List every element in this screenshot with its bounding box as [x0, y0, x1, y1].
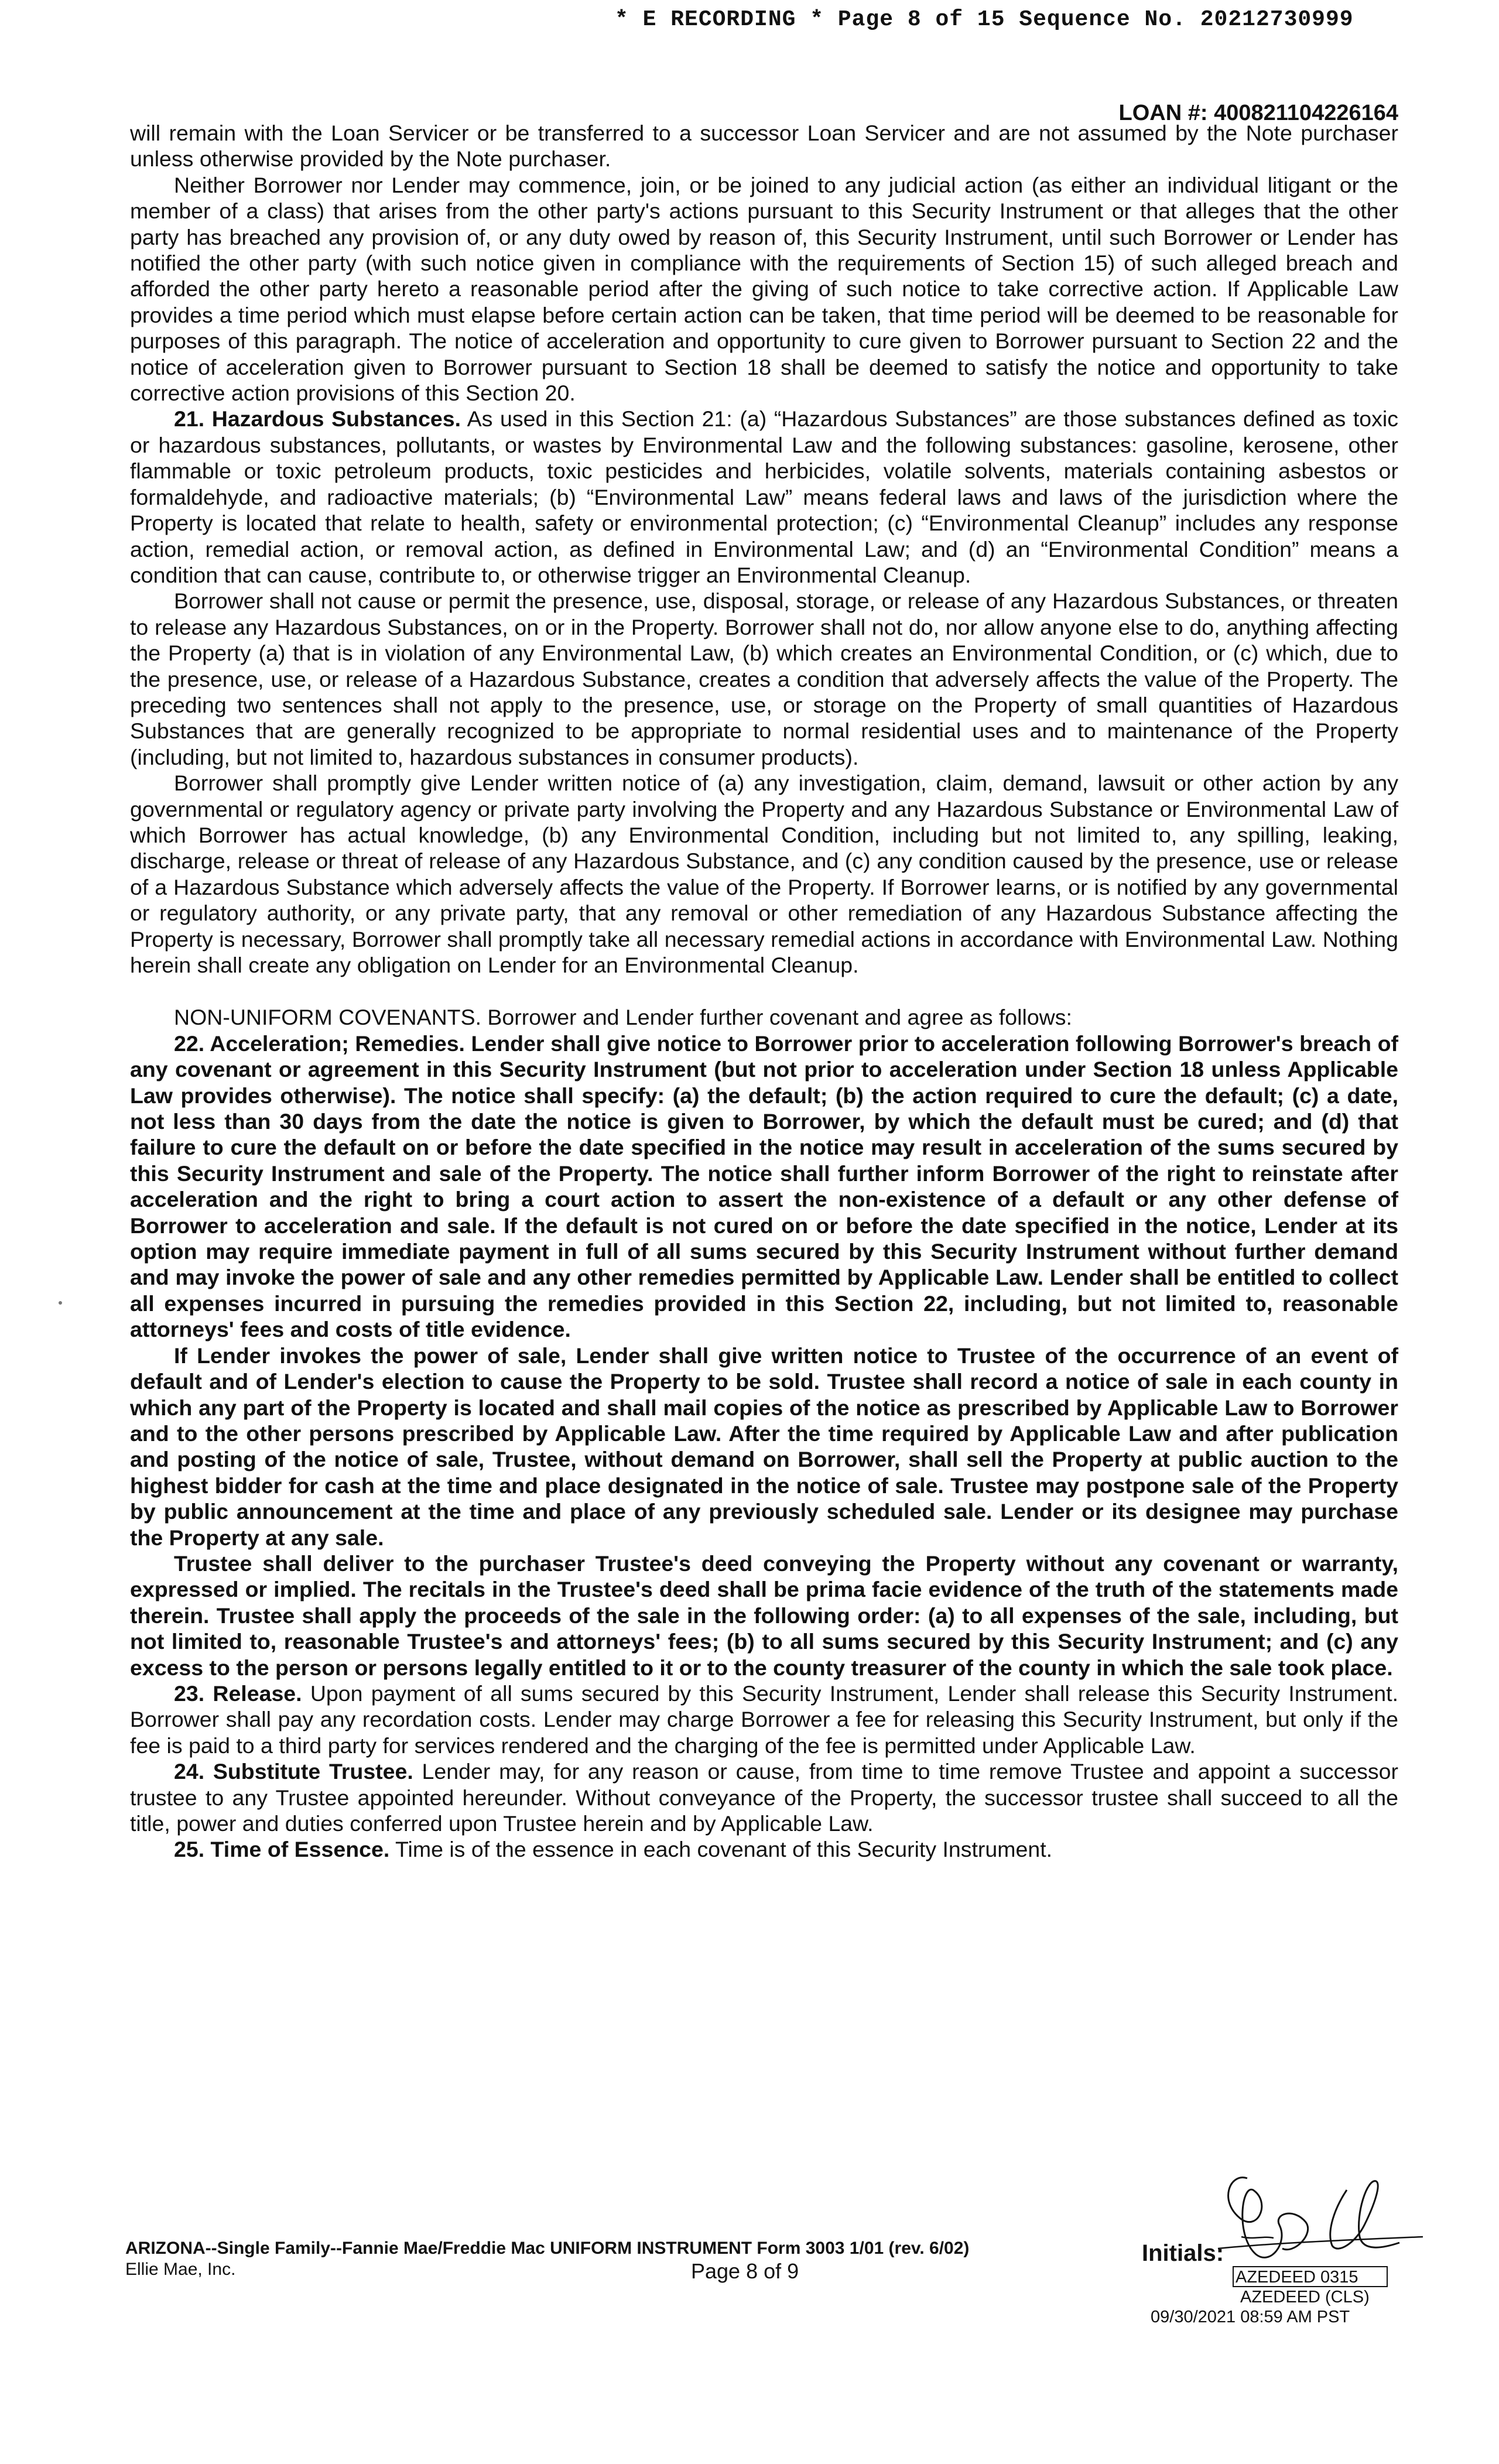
- stamp-line-1: AZEDEED 0315: [1236, 2268, 1358, 2287]
- paragraph-servicer: will remain with the Loan Servicer or be transferred to a successor Loan Servicer and are not assumed by the Note purchaser unless otherwise provided by the Note purchaser.: [130, 121, 1398, 172]
- initials-label: Initials:: [1142, 2240, 1224, 2266]
- company-name: Ellie Mae, Inc.: [125, 2260, 236, 2279]
- section-24-text: Lender may, for any reason or cause, from time to time remove Trustee and appoint a successor trustee to any Trustee appointed hereunder. Without conveyance of the Property, the successor trustee shall succeed to all the title, power and duties conferred upon Trustee herein and by Applicable Law.: [130, 1759, 1398, 1836]
- section-22-power-of-sale: If Lender invokes the power of sale, Lender shall give written notice to Trustee of the occurrence of an event of default and of Lender's election to cause the Property to be sold. Trustee shall record a notice of sale in each county in which any part of the Property is located and shall mail copies of the notice as prescribed by Applicable Law to Borrower and to the other persons prescribed by Applicable Law. After the time required by Applicable Law and after publication and posting of the notice of sale, Trustee, without demand on Borrower, shall sell the Property at public auction to the highest bidder for cash at the time and place designated in the notice of sale. Trustee may postpone sale of the Property by public announcement at the time and place of any previously scheduled sale. Lender or its designee may purchase the Property at any sale.: [130, 1343, 1398, 1550]
- document-body: [130, 120, 1398, 1863]
- stamp-line-2: AZEDEED (CLS): [1240, 2288, 1370, 2306]
- section-22: 22. Acceleration; Remedies. Lender shall give notice to Borrower prior to acceleration following Borrower's breach of any covenant or agreement in this Security Instrument (but not prior to acceleration under Section 18 unless Applicable Law provides otherwise). The notice shall specify: (a) the default; (b) the action required to cure the default; (c) a date, not less than 30 days from the date the notice is given to Borrower, by which the default must be cured; and (d) that failure to cure the default on or before the date specified in the notice may result in acceleration of the sums secured by this Security Instrument and sale of the Property. The notice shall further inform Borrower of the right to reinstate after acceleration and the right to bring a court action to assert the non-existence of a default or any other defense of Borrower to acceleration and sale. If the default is not cured on or before the date specified in the notice, Lender at its option may require immediate payment in full of all sums secured by this Security Instrument without further demand and may invoke the power of sale and any other remedies permitted by Applicable Law. Lender shall be entitled to collect all expenses incurred in pursuing the remedies provided in this Section 22, including, but not limited to, reasonable attorneys' fees and costs of title evidence.: [130, 1031, 1398, 1342]
- section-21-heading: 21. Hazardous Substances.: [174, 406, 461, 432]
- margin-mark: [59, 1301, 62, 1305]
- section-24-heading: 24. Substitute Trustee.: [174, 1759, 413, 1784]
- stamp-timestamp: 09/30/2021 08:59 AM PST: [1151, 2308, 1350, 2326]
- section-25-text: Time is of the essence in each covenant of this Security Instrument.: [389, 1837, 1053, 1862]
- section-23-heading: 23. Release.: [174, 1681, 302, 1706]
- section-25-heading: 25. Time of Essence.: [174, 1837, 390, 1862]
- recording-header: * E RECORDING * Page 8 of 15 Sequence No. 20212730999: [615, 7, 1354, 32]
- section-23: [130, 1681, 1398, 1758]
- page-number: Page 8 of 9: [691, 2259, 799, 2283]
- paragraph-notice-grievance: Neither Borrower nor Lender may commence, join, or be joined to any judicial action (as either an individual litigant or the member of a class) that arises from the other party's actions pursuant to this Security Instrument or that alleges that the other party has breached any provision of, or any duty owed by reason of, this Security Instrument, until such Borrower or Lender has notified the other party (with such notice given in compliance with the requirements of Section 15) of such alleged breach and afforded the other party hereto a reasonable period after the giving of such notice to take corrective action. If Applicable Law provides a time period which must elapse before certain action can be taken, that time period will be deemed to be reasonable for purposes of this paragraph. The notice of acceleration and opportunity to cure given to Borrower pursuant to Section 22 and the notice of acceleration given to Borrower pursuant to Section 18 shall be deemed to satisfy the notice and opportunity to take corrective action provisions of this Section 20.: [130, 172, 1398, 406]
- section-23-text: Upon payment of all sums secured by this Security Instrument, Lender shall release this Security Instrument. Borrower shall pay any recordation costs. Lender may charge Borrower a fee for releasing this Security Instrument, but only if the fee is paid to a third party for services rendered and the charging of the fee is permitted under Applicable Law.: [130, 1681, 1398, 1758]
- paragraph-hazardous-2: Borrower shall not cause or permit the presence, use, disposal, storage, or release of any Hazardous Substances, or threaten to release any Hazardous Substances, on or in the Property. Borrower shall not do, nor allow anyone else to do, anything affecting the Property (a) that is in violation of any Environmental Law, (b) which creates an Environmental Condition, or (c) which, due to the presence, use, or release of a Hazardous Substance, creates a condition that adversely affects the value of the Property. The preceding two sentences shall not apply to the presence, use, or storage on the Property of small quantities of Hazardous Substances that are generally recognized to be appropriate to normal residential uses and to maintenance of the Property (including, but not limited to, hazardous substances in consumer products).: [130, 588, 1398, 769]
- non-uniform-covenants: NON-UNIFORM COVENANTS. Borrower and Lender further covenant and agree as follows:: [174, 1005, 1072, 1030]
- section-24: [130, 1758, 1398, 1836]
- form-identifier: ARIZONA--Single Family--Fannie Mae/Freddie Mac UNIFORM INSTRUMENT Form 3003 1/01 (rev. 6/02): [125, 2239, 970, 2258]
- loan-number: LOAN #: 400821104226164: [1118, 101, 1398, 125]
- section-21-text: As used in this Section 21: (a) “Hazardous Substances” are those substances defined as toxic or hazardous substances, pollutants, or wastes by Environmental Law and the following substances: gasoline, kerosene, other flammable or toxic petroleum products, toxic pesticides and herbicides, volatile solvents, materials containing asbestos or formaldehyde, and radioactive materials; (b) “Environmental Law” means federal laws and laws of the jurisdiction where the Property is located that relate to health, safety or environmental protection; (c) “Environmental Cleanup” includes any response action, remedial action, or removal action, as defined in Environmental Law; and (d) an “Environmental Condition” means a condition that can cause, contribute to, or otherwise trigger an Environmental Cleanup.: [130, 406, 1398, 587]
- section-21: [130, 406, 1398, 588]
- form-footer: [125, 2238, 1121, 2280]
- section-25: [130, 1836, 1398, 1862]
- section-22-trustee-deed: Trustee shall deliver to the purchaser Trustee's deed conveying the Property without any covenant or warranty, expressed or implied. The recitals in the Trustee's deed shall be prima facie evidence of the truth of the statements made therein. Trustee shall apply the proceeds of the sale in the following order: (a) to all expenses of the sale, including, but not limited to, reasonable Trustee's and attorneys' fees; (b) to all sums secured by this Security Instrument; and (c) any excess to the person or persons legally entitled to it or to the county treasurer of the county in which the sale took place.: [130, 1551, 1398, 1680]
- paragraph-hazardous-3: Borrower shall promptly give Lender written notice of (a) any investigation, claim, demand, lawsuit or other action by any governmental or regulatory agency or private party involving the Property and any Hazardous Substance or Environmental Law of which Borrower has actual knowledge, (b) any Environmental Condition, including but not limited to, any spilling, leaking, discharge, release or threat of release of any Hazardous Substance, and (c) any condition caused by the presence, use or release of a Hazardous Substance which adversely affects the value of the Property. If Borrower learns, or is notified by any governmental or regulatory authority, or any private party, that any removal or other remediation of any Hazardous Substance affecting the Property is necessary, Borrower shall promptly take all necessary remedial actions in accordance with Environmental Law. Nothing herein shall create any obligation on Lender for an Environmental Cleanup.: [130, 771, 1398, 977]
